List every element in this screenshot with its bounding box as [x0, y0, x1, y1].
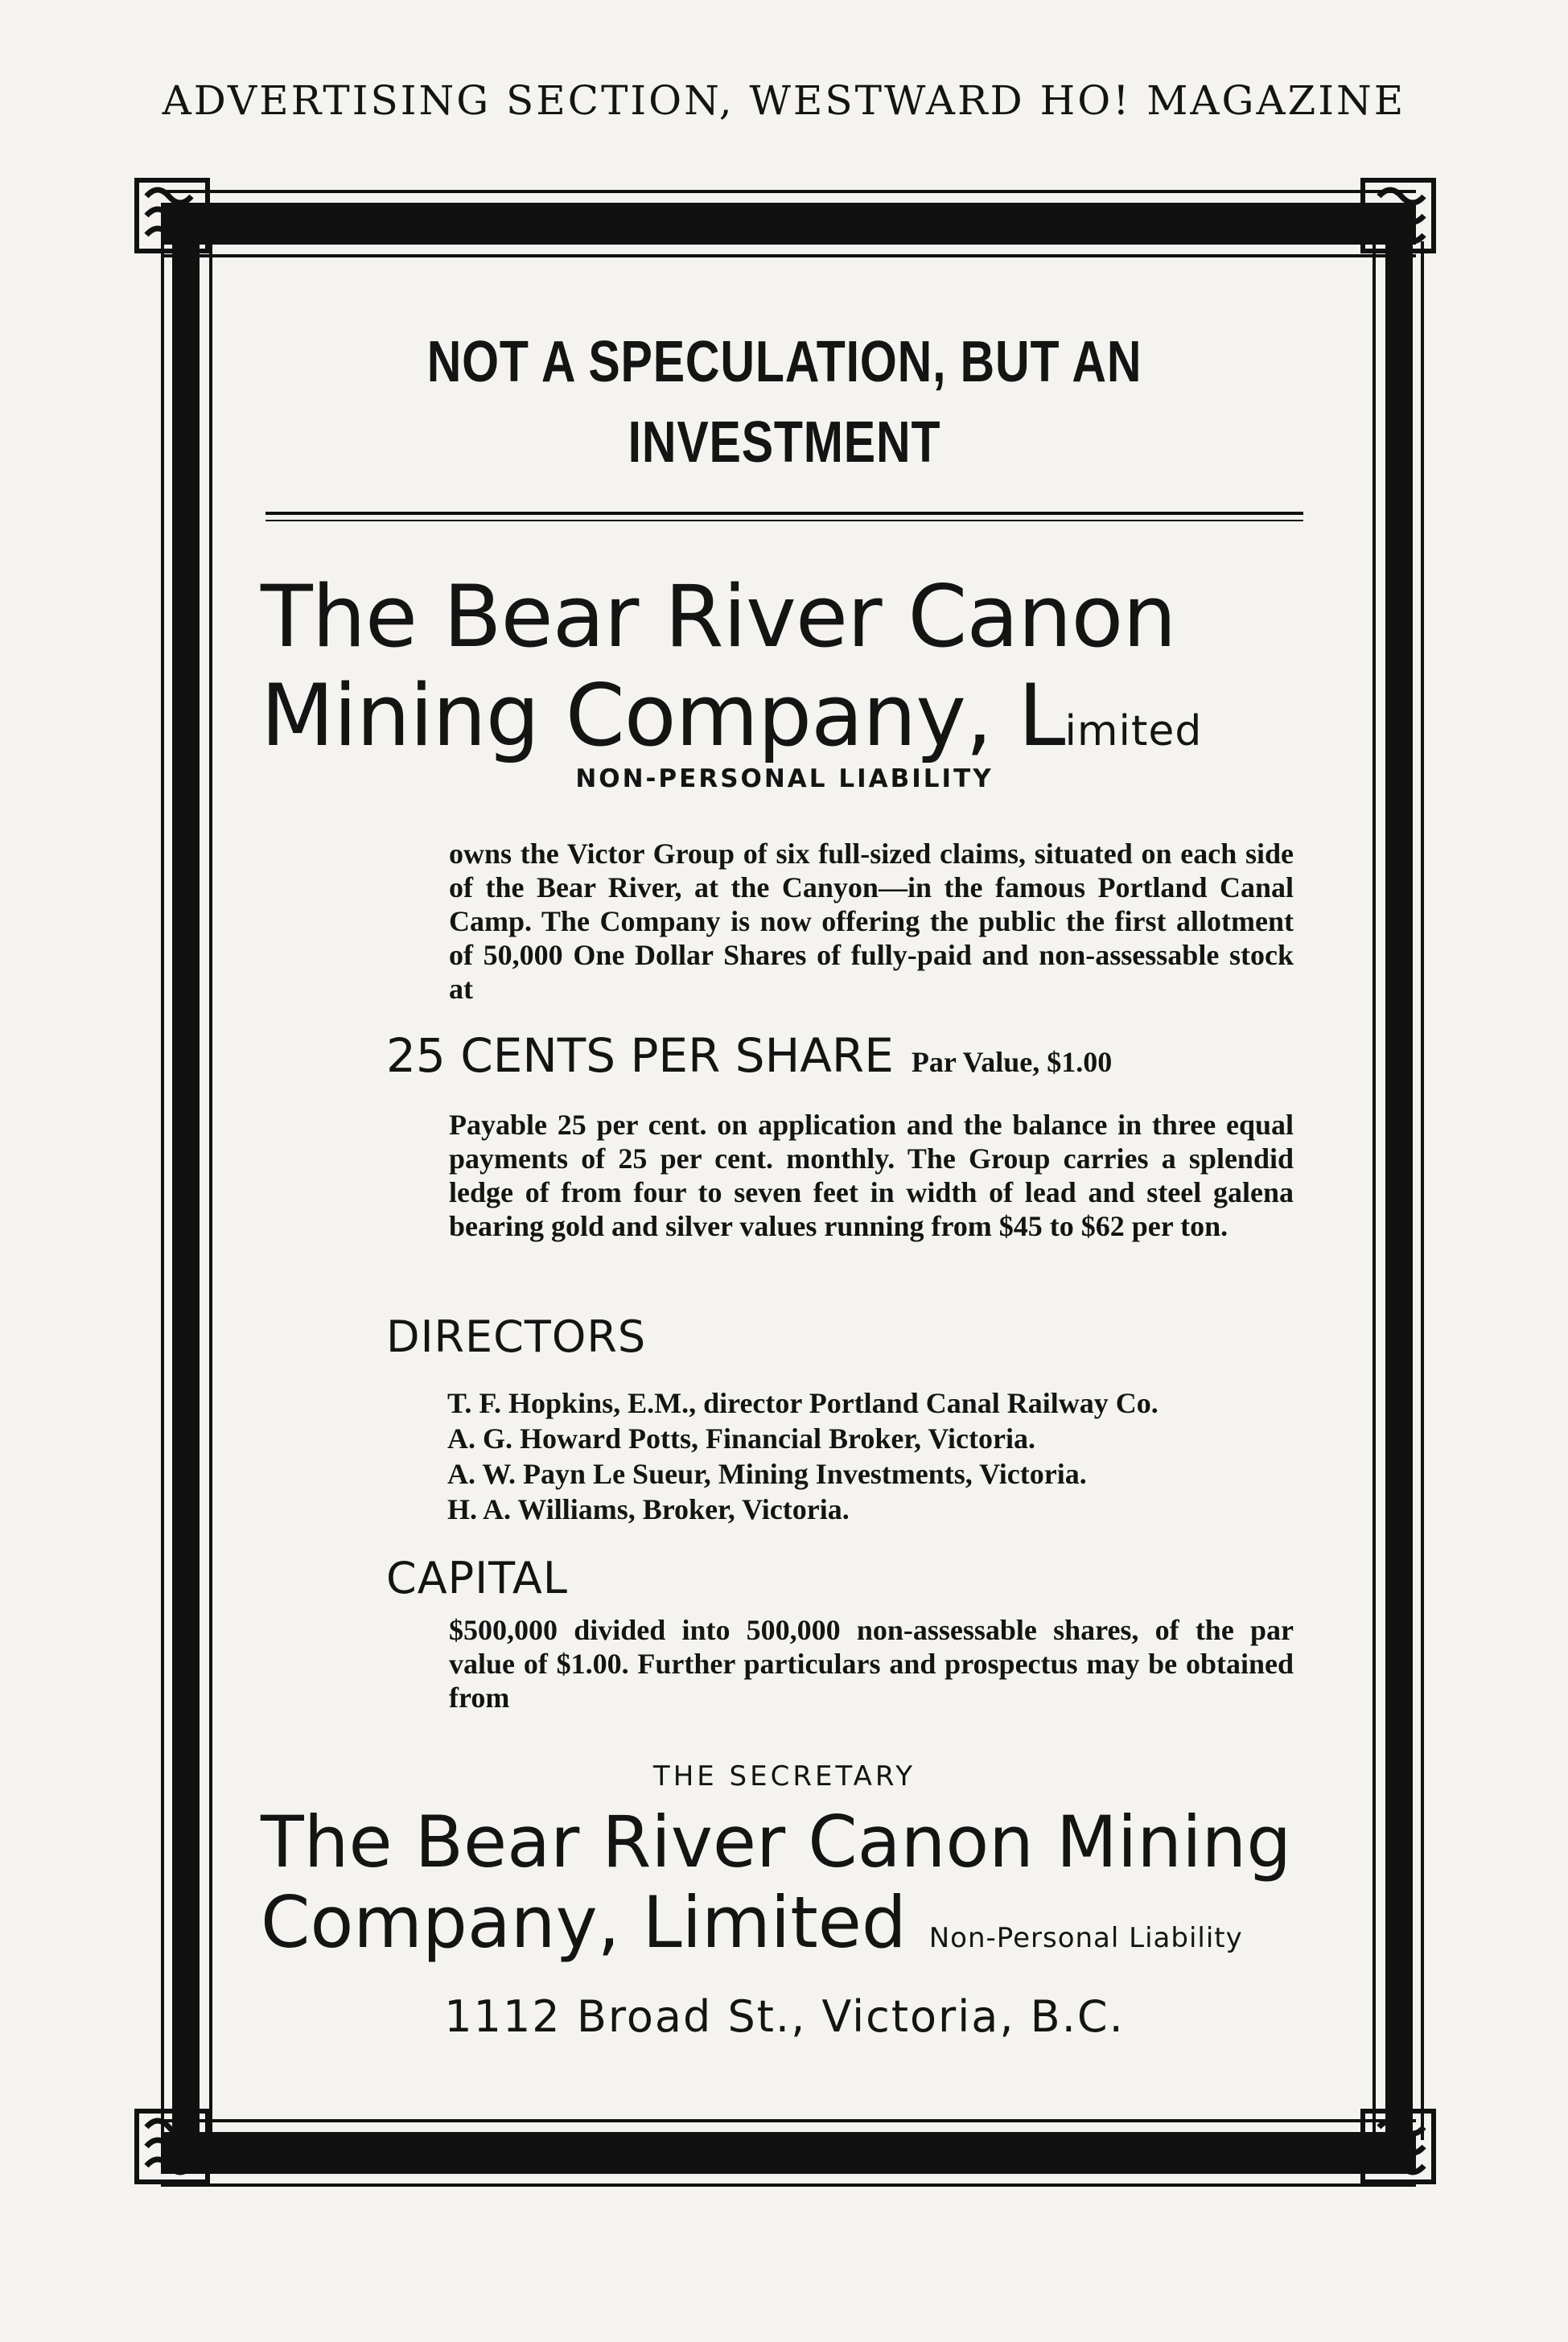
company-address: 1112 Broad St., Victoria, B.C. [444, 1991, 1125, 2042]
director-item: H. A. Williams, Broker, Victoria. [447, 1493, 850, 1525]
intro-paragraph: owns the Victor Group of six full-sized claims, situated on each side of the Bear River, at the Canyon—in the famous Portland Canal Camp. The Company is now offering the public the first allotment of 50,000 One Dollar Shares of fully-paid and non-assessable stock at [449, 838, 1294, 1005]
par-value: Par Value, $1.00 [911, 1046, 1113, 1078]
running-head: ADVERTISING SECTION, WESTWARD HO! MAGAZINE [162, 77, 1406, 124]
director-item: A. G. Howard Potts, Financial Broker, Victoria. [447, 1422, 1035, 1455]
frame-right-bar [1385, 241, 1413, 2140]
ornament-corner-icon [1360, 177, 1437, 254]
directors-heading: DIRECTORS [386, 1311, 647, 1362]
liability-subtitle: NON-PERSONAL LIABILITY [575, 764, 994, 793]
footer-liability: Non-Personal Liability [928, 1922, 1243, 1954]
ornament-corner-icon [134, 2108, 211, 2185]
share-price [386, 1027, 1112, 1090]
footer-company-line-1: The Bear River Canon Mining [261, 1801, 1292, 1883]
frame-left-bar [172, 241, 200, 2140]
frame-top-bar [161, 203, 1416, 245]
company-title-limited-rest: imited [1064, 707, 1203, 755]
director-item: T. F. Hopkins, E.M., director Portland Canal Railway Co. [447, 1387, 1159, 1419]
ornament-corner-icon [134, 177, 211, 254]
headline-line-1: NOT A SPECULATION, BUT AN [426, 330, 1142, 394]
footer-company-main: Company, Limited [261, 1881, 907, 1964]
footer-company-line-2 [261, 1883, 1243, 1978]
director-item: A. W. Payn Le Sueur, Mining Investments, Victoria. [447, 1458, 1087, 1490]
company-title-main: Mining Company, [261, 666, 992, 765]
directors-list [447, 1385, 1159, 1527]
secretary-label: THE SECRETARY [652, 1760, 916, 1793]
headline-line-2: INVESTMENT [628, 410, 941, 475]
divider [265, 520, 1303, 521]
company-title-line-1: The Bear River Canon [261, 567, 1176, 666]
capital-paragraph: $500,000 divided into 500,000 non-assessable shares, of the par value of $1.00. Further particulars and prospectus may be obtained from [449, 1614, 1294, 1714]
ornament-corner-icon [1360, 2108, 1437, 2185]
terms-paragraph: Payable 25 per cent. on application and the balance in three equal payments of 25 per cent. monthly. The Group carries a splendid ledge of from four to seven feet in width of lead and steel galena bearing gold and silver values running from $45 to $62 per ton. [449, 1109, 1294, 1242]
company-title-limited-initial: L [1018, 666, 1065, 765]
divider [265, 512, 1303, 515]
share-price-main: 25 CENTS PER SHARE [386, 1028, 894, 1083]
capital-heading: CAPITAL [386, 1553, 568, 1603]
frame-bottom-bar [161, 2132, 1416, 2174]
